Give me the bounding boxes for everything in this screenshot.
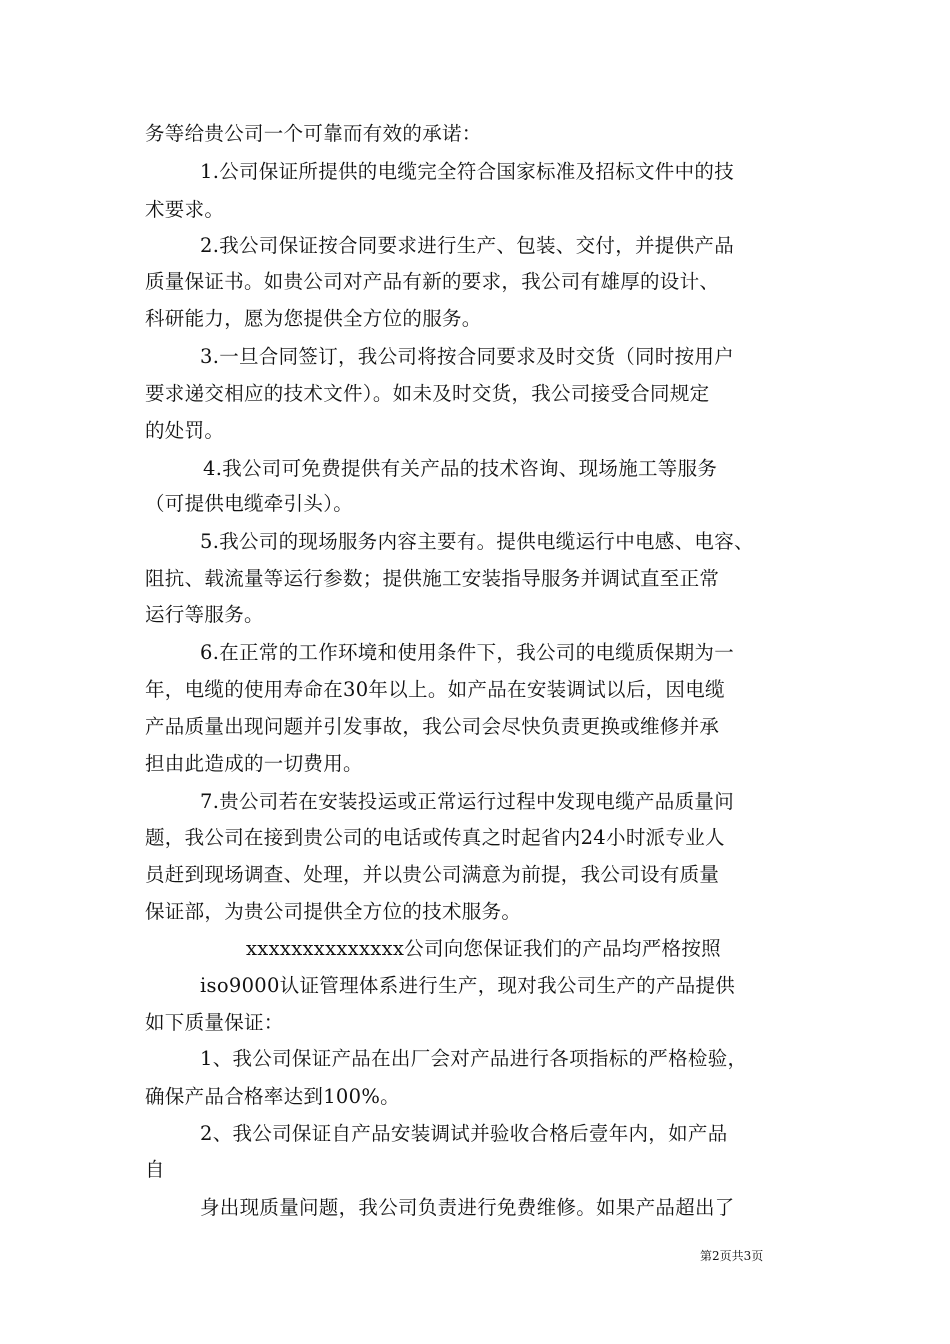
text-line: 确保产品合格率达到100%。: [145, 1085, 400, 1108]
text-line: 4.我公司可免费提供有关产品的技术咨询、现场施工等服务: [203, 457, 718, 480]
text-line: xxxxxxxxxxxxxx公司向您保证我们的产品均严格按照: [246, 937, 721, 960]
text-line: 6.在正常的工作环境和使用条件下，我公司的电缆质保期为一: [200, 641, 735, 664]
text-line: 5.我公司的现场服务内容主要有。提供电缆运行中电感、电容、: [200, 530, 754, 553]
text-line: 2、我公司保证自产品安装调试并验收合格后壹年内，如产品: [200, 1122, 728, 1145]
text-line: 年，电缆的使用寿命在30年以上。如产品在安装调试以后，因电缆: [145, 678, 725, 701]
text-line: 科研能力，愿为您提供全方位的服务。: [145, 307, 482, 330]
text-line: 1、我公司保证产品在出厂会对产品进行各项指标的严格检验，: [200, 1047, 748, 1070]
text-line: 担由此造成的一切费用。: [145, 752, 363, 775]
text-line: 3.一旦合同签订，我公司将按合同要求及时交货（同时按用户: [200, 345, 735, 368]
text-line: 2.我公司保证按合同要求进行生产、包装、交付，并提供产品: [200, 234, 735, 257]
text-line: 阻抗、载流量等运行参数；提供施工安装指导服务并调试直至正常: [145, 567, 720, 590]
text-line: （可提供电缆牵引头）。: [145, 492, 354, 515]
text-line: 保证部，为贵公司提供全方位的技术服务。: [145, 900, 522, 923]
text-line: iso9000认证管理体系进行生产，现对我公司生产的产品提供: [200, 974, 736, 997]
text-line: 题，我公司在接到贵公司的电话或传真之时起省内24小时派专业人: [145, 826, 725, 849]
page-number-footer: 第2页共3页: [700, 1249, 764, 1263]
text-line: 身出现质量问题，我公司负责进行免费维修。如果产品超出了: [200, 1196, 735, 1219]
text-line: 如下质量保证：: [145, 1011, 284, 1034]
text-line: 7.贵公司若在安装投运或正常运行过程中发现电缆产品质量问: [200, 790, 735, 813]
text-line: 1.公司保证所提供的电缆完全符合国家标准及招标文件中的技: [200, 160, 735, 183]
text-line: 质量保证书。如贵公司对产品有新的要求，我公司有雄厚的设计、: [145, 270, 720, 293]
text-line: 务等给贵公司一个可靠而有效的承诺：: [145, 122, 482, 145]
text-line: 要求递交相应的技术文件）。如未及时交货，我公司接受合同规定: [145, 382, 710, 405]
text-line: 自: [145, 1158, 165, 1181]
text-line: 术要求。: [145, 198, 225, 221]
text-line: 运行等服务。: [145, 603, 264, 626]
text-line: 员赶到现场调查、处理，并以贵公司满意为前提，我公司设有质量: [145, 863, 720, 886]
text-line: 的处罚。: [145, 419, 225, 442]
text-line: 产品质量出现问题并引发事故，我公司会尽快负责更换或维修并承: [145, 715, 720, 738]
